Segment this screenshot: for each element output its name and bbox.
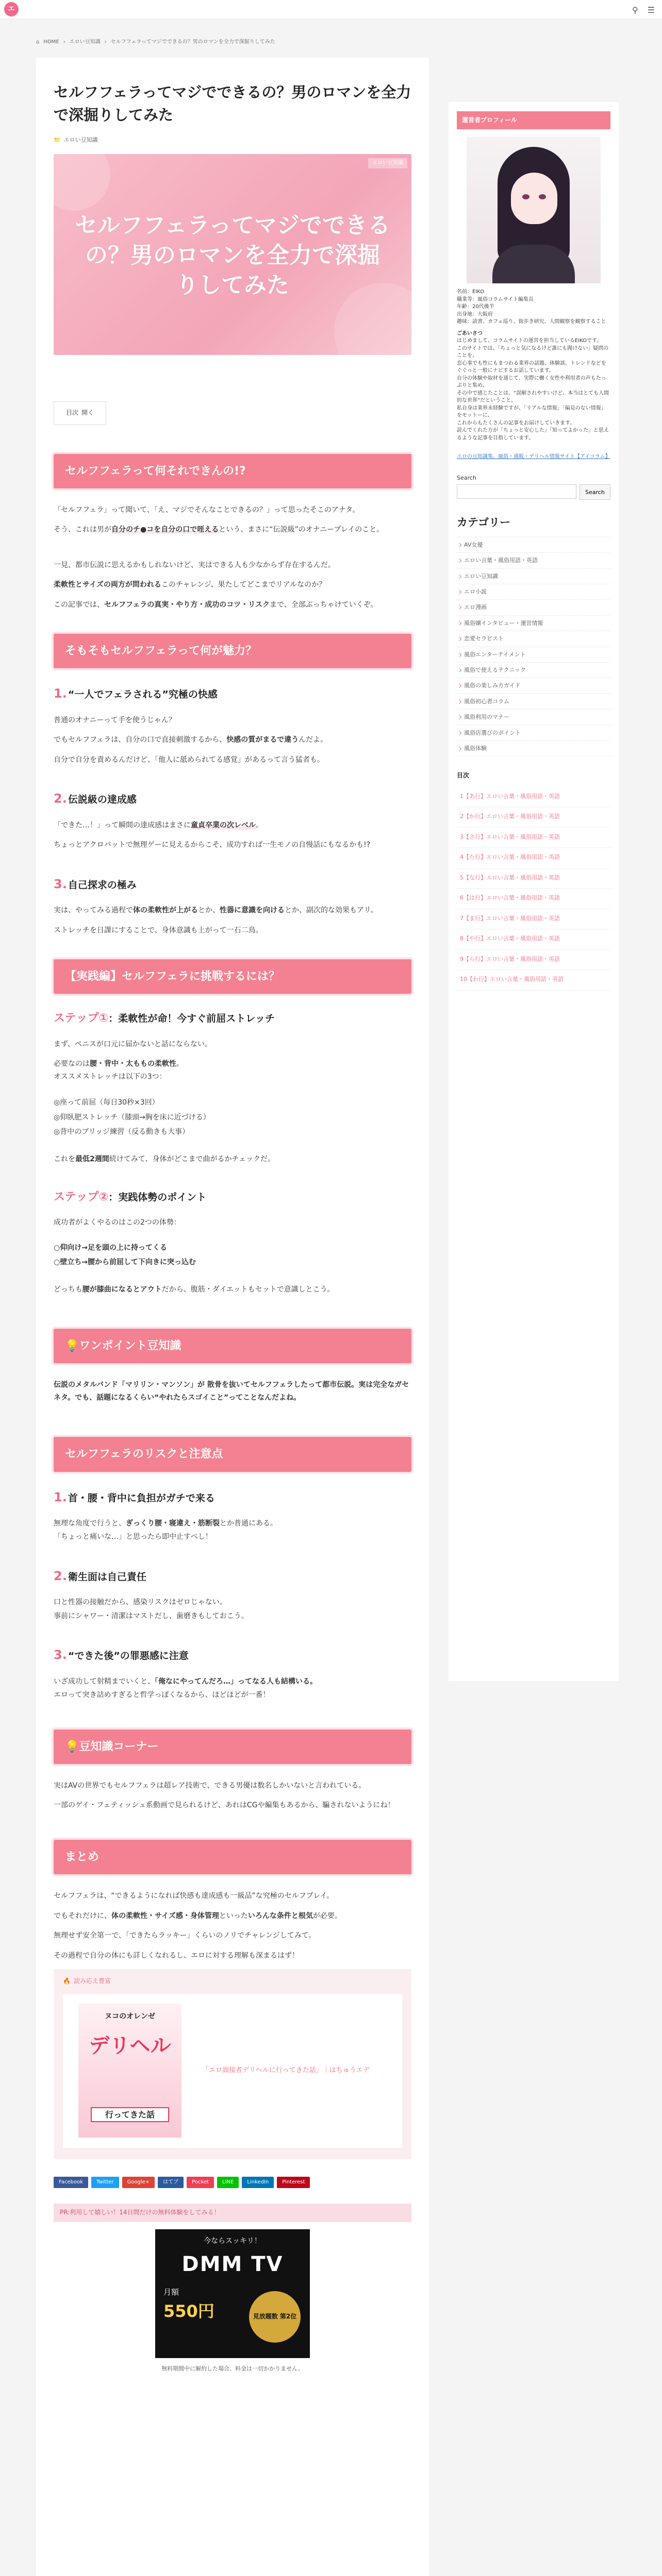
toc-label: 目次 bbox=[65, 409, 78, 416]
banner-price: 550円 bbox=[163, 2301, 214, 2321]
category-item[interactable]: 風俗体験 bbox=[457, 741, 610, 756]
paragraph: 口と性器の接触だから、感染リスクはゼロじゃない。 bbox=[54, 1598, 227, 1607]
search-widget bbox=[449, 461, 619, 500]
paragraph: 無理せず安全第一で、「できたらラッキー」くらいのノリでチャレンジしてみて。 bbox=[54, 1931, 316, 1940]
profile-row: 名前：EIKO bbox=[457, 289, 485, 295]
related-thumbnail[interactable] bbox=[78, 2004, 181, 2138]
profile-row: これからもたくさんの記事をお届けしていきます。 bbox=[457, 420, 575, 426]
thumbnail-text-main: デリヘル bbox=[89, 2034, 171, 2058]
toc-item[interactable]: 9【ら行】エロい言葉・風俗用語・英語 bbox=[457, 950, 610, 971]
banner-brand: DMM TV bbox=[181, 2252, 284, 2276]
page-title: セルフフェラってマジでできるの？男のロマンを全力で深掘りしてみた bbox=[54, 83, 411, 124]
list-item: ◎座って前屈（毎日30秒×3回） bbox=[54, 1098, 159, 1107]
paragraph: 自分で自分を責めるんだけど、「他人に舐められてる感覚」があるって言う猛者も。 bbox=[54, 755, 324, 764]
paragraph: 普通のオナニーって手を使うじゃん？ bbox=[54, 716, 176, 724]
section-heading: 💡ワンポイント豆知識 bbox=[54, 1329, 411, 1363]
section-heading: 💡豆知識コーナー bbox=[54, 1730, 411, 1764]
category-item[interactable]: 風俗の楽しみ方ガイド bbox=[457, 678, 610, 693]
paragraph: オススメストレッチは以下の3つ： bbox=[54, 1072, 167, 1081]
share-button[interactable]: Facebook bbox=[54, 2177, 88, 2188]
related-card[interactable] bbox=[63, 1994, 402, 2148]
paragraph: でもそれだけに、体の柔軟性・サイズ感・身体管理といったいろんな条件と根気が必要。 bbox=[54, 1911, 342, 1920]
hamburger-icon[interactable]: ☰ bbox=[647, 5, 655, 15]
share-button[interactable]: Pinterest bbox=[277, 2177, 310, 2188]
toc-item[interactable]: 1【あ行】エロい言葉・風俗用語・英語 bbox=[457, 787, 610, 808]
toc-item[interactable]: 3【さ行】エロい言葉・風俗用語・英語 bbox=[457, 828, 610, 849]
sidebar bbox=[449, 102, 619, 1681]
profile-row: 恋心事でも性にもまつわる業界の話題、体験談、トレンドなどをぐぐっと一般にナビするお話しています。 bbox=[457, 360, 606, 374]
subheading: 1. 首・腰・背中に負担がガチで来る bbox=[54, 1489, 215, 1504]
paragraph: 一見、都市伝説に思えるかもしれないけど、実はできる人も少なからず存在するんだ。 bbox=[54, 561, 335, 569]
section-heading: セルフフェラのリスクと注意点 bbox=[54, 1437, 411, 1471]
paragraph: でもセルフフェラは、自分の口で直接刺激するから、快感の質がまるで違うんだよ。 bbox=[54, 736, 328, 744]
paragraph: 実は、やってみる過程で体の柔軟性が上がるとか、性器に意識を向けるとか、副次的な効果もアリ。 bbox=[54, 906, 378, 915]
paragraph: セルフフェラは、“できるようになれば快感も達成感も一級品”な究極のセルフプレイ。 bbox=[54, 1892, 334, 1901]
profile-row: 私自身は業界未経験ですが、「リアルな情報」「偏見のない情報」をモットーに、 bbox=[457, 405, 606, 419]
paragraph: 柔軟性とサイズの両方が問われるこのチャレンジ、果たしてどこまでリアルなのか？ bbox=[54, 581, 326, 589]
toc-toggle[interactable] bbox=[54, 401, 106, 425]
share-button[interactable]: Twitter bbox=[91, 2177, 119, 2188]
category-item[interactable]: エロ小説 bbox=[457, 584, 610, 600]
chevron-right-icon: › bbox=[63, 39, 65, 45]
profile-text bbox=[449, 283, 619, 442]
paragraph: 「できた…！」って瞬間の達成感はまさに童貞卒業の次レベル。 bbox=[54, 821, 263, 829]
paragraph: ○壁立ち→腰から前屈して下向きに突っ込む bbox=[54, 1258, 196, 1267]
list-item: ◎背中のブリッジ練習（反る動きも大事） bbox=[54, 1128, 190, 1137]
paragraph: これを最低2週間続けてみて、身体がどこまで曲がるかチェックだ。 bbox=[54, 1155, 275, 1163]
banner-note: 無料期間中に解約した場合、料金は一切かかりません。 bbox=[161, 2365, 304, 2372]
toc-heading: 目次 bbox=[457, 772, 470, 779]
paragraph: その過程で自分の体にも詳しくなれるし、エロに対する理解も深まるはず！ bbox=[54, 1951, 299, 1960]
profile-row: 自分の体験や取材を通じて、実際に働く女性や利用者の声もたっぷりと集め、 bbox=[457, 375, 606, 389]
category-item[interactable]: 風俗店選びのポイント bbox=[457, 725, 610, 741]
subheading: ステップ①：柔軟性が命！今すぐ前屈ストレッチ bbox=[54, 1012, 275, 1025]
share-button[interactable]: はてブ bbox=[158, 2177, 184, 2188]
profile-heading: 運営者プロフィール bbox=[457, 111, 610, 129]
eyecatch-image bbox=[54, 154, 411, 355]
section-heading: そもそもセルフフェラって何が魅力？ bbox=[54, 634, 411, 668]
category-item[interactable]: 風俗で使えるテクニック bbox=[457, 663, 610, 678]
paragraph: どっちも腰が膝曲になるとアウトだから、腹筋・ダイエットもセットで意識しとこう。 bbox=[54, 1285, 335, 1294]
breadcrumb-current: セルフフェラってマジでできるの？男のロマンを全力で深掘りしてみた bbox=[110, 39, 275, 45]
breadcrumb-bar bbox=[0, 38, 662, 52]
thumbnail-text-bottom: 行ってきた話 bbox=[91, 2107, 169, 2123]
paragraph: この記事では、セルフフェラの真実・やり方・成功のコツ・リスクまで、全部ぶっちゃけていくぞ。 bbox=[54, 600, 378, 609]
profile-row: このサイトでは、「ちょっと気になるけど誰にも聞けない」疑問のことを、 bbox=[457, 345, 609, 359]
subheading: 2. 伝説級の達成感 bbox=[54, 791, 137, 806]
toc-item[interactable]: 6【は行】エロい言葉・風俗用語・英語 bbox=[457, 889, 610, 909]
toc-item[interactable]: 7【ま行】エロい言葉・風俗用語・英語 bbox=[457, 909, 610, 930]
search-icon[interactable]: ⚲ bbox=[632, 5, 638, 15]
toc-item[interactable]: 5【な行】エロい言葉・風俗用語・英語 bbox=[457, 869, 610, 889]
breadcrumb-category[interactable]: エロい豆知識 bbox=[69, 39, 101, 45]
list-item: ◎仰臥肥ストレッチ（膝頭→胸を床に近づける） bbox=[54, 1113, 210, 1122]
toc-item[interactable]: 8【や行】エロい言葉・風俗用語・英語 bbox=[457, 929, 610, 950]
share-buttons bbox=[54, 2177, 411, 2188]
profile-row: 年齢：20代後半 bbox=[457, 304, 494, 310]
share-button[interactable]: LinkedIn bbox=[242, 2177, 274, 2188]
category-item[interactable]: エロ漫画 bbox=[457, 600, 610, 615]
eyecatch-category-ribbon: エロい豆知識 bbox=[368, 158, 407, 168]
top-header bbox=[0, 0, 662, 19]
breadcrumb-home[interactable]: HOME bbox=[43, 39, 59, 45]
paragraph: いざ成功して射精までいくと、「俺なにやってんだろ…」ってなる人も結構いる。 bbox=[54, 1677, 317, 1686]
paragraph: 必要なのは腰・背中・太ももの柔軟性。 bbox=[54, 1060, 184, 1069]
toc-item[interactable]: 2【か行】エロい言葉・風俗用語・英語 bbox=[457, 807, 610, 828]
subheading: ステップ②：実践体勢のポイント bbox=[54, 1191, 207, 1204]
section-heading: 【実践編】セルフフェラに挑戦するには？ bbox=[54, 959, 411, 994]
category-list bbox=[457, 537, 610, 756]
related-title-link[interactable]: 「エロ面接者デリヘルに行ってきた話」｜はちゅうエデ bbox=[202, 2066, 370, 2074]
avatar bbox=[467, 137, 601, 283]
fire-icon: 🔥 bbox=[63, 1977, 71, 1985]
paragraph: そう、これは男が自分のチ●コを自分の口で咥えるという、まさに“伝説級”のオナニープレイのこと。 bbox=[54, 526, 384, 534]
category-item[interactable]: エロい言葉・風俗用語・英語 bbox=[457, 553, 610, 568]
search-input[interactable] bbox=[457, 484, 576, 499]
paragraph: 事前にシャワー・清潔はマストだし、歯磨きもしておこう。 bbox=[54, 1612, 249, 1620]
breadcrumb bbox=[36, 38, 275, 46]
paragraph: 一部のゲイ・フェティッシュ系動画で見られるけど、あれはCGや編集もあるから、騙されないようにね！ bbox=[54, 1801, 395, 1810]
banner-badge: 見放題数 第2位 bbox=[249, 2291, 301, 2343]
banner-price-label: 月額 bbox=[163, 2287, 179, 2297]
paragraph: まず、ペニスが口元に届かないと話にならない。 bbox=[54, 1040, 212, 1048]
paragraph: 無理な角度で行うと、ぎっくり腰・寝違え・筋断裂とか普通にある。 bbox=[54, 1519, 277, 1528]
eyecatch-decoration bbox=[54, 154, 110, 211]
toc-item[interactable]: 4【た行】エロい言葉・風俗用語・英語 bbox=[457, 848, 610, 869]
section-heading: セルフフェラって何それできんの!? bbox=[54, 454, 411, 488]
category-item[interactable]: 風俗エンターテイメント bbox=[457, 647, 610, 663]
share-button[interactable]: Google+ bbox=[122, 2177, 155, 2188]
pr-bar[interactable]: PR:利用して嬉しい！14日間だけの無料体験をしてみる！ bbox=[54, 2204, 411, 2222]
paragraph: ○仰向け→足を頭の上に持ってくる bbox=[54, 1243, 167, 1252]
profile-link[interactable]: エロの豆知識集、風俗・通販・デリヘル情報サイト【アイコラム】 bbox=[457, 454, 610, 460]
lightbulb-icon: 💡 bbox=[65, 1740, 79, 1753]
paragraph: ちょっとアクロバットで無理ゲーに見えるからこそ、成功すれば一生モノの自慢話にもなるかも!? bbox=[54, 841, 371, 850]
chevron-right-icon: › bbox=[104, 39, 107, 45]
category-item[interactable]: 恋愛セラピスト bbox=[457, 631, 610, 647]
paragraph: 「ちょっと痛いな…」と思ったら即中止すべし！ bbox=[54, 1533, 212, 1541]
lightbulb-icon: 💡 bbox=[65, 1340, 79, 1353]
search-label: Search bbox=[457, 474, 476, 481]
paragraph: 実はAVの世界でもセルフフェラは超レア技術で、できる男優は数名しかいないと言われている。 bbox=[54, 1781, 366, 1790]
share-button[interactable]: Pocket bbox=[187, 2177, 214, 2188]
subheading: 3. “できた後”の罪悪感に注意 bbox=[54, 1648, 189, 1663]
profile-row: はじめまして、コラムサイトの運営を担当しているEIKOです。 bbox=[457, 338, 602, 344]
ad-banner[interactable] bbox=[155, 2229, 310, 2358]
category-item[interactable]: 風俗初心者コラム bbox=[457, 694, 610, 709]
category-text[interactable]: エロい豆知識 bbox=[63, 137, 98, 143]
profile-row: 職業等：風俗コラムサイト編集長 bbox=[457, 296, 534, 302]
paragraph: 成功者がよくやるのはこの2つの体勢： bbox=[54, 1218, 181, 1227]
profile-row: ごあいさつ bbox=[457, 330, 483, 336]
category-item[interactable]: エロい豆知識 bbox=[457, 569, 610, 584]
thumbnail-text-top: ヌコのオレンゼ bbox=[105, 2012, 155, 2021]
profile-row: 趣味：読書、カフェ巡り、街歩き研究、人間観察を観察すること bbox=[457, 319, 606, 325]
toc-item[interactable]: 10【わ行】エロい言葉・風俗用語・英語 bbox=[457, 970, 610, 991]
banner-top: 今ならスッキリ！ bbox=[204, 2236, 261, 2245]
subheading: 3. 自己探求の極み bbox=[54, 876, 137, 891]
section-heading: まとめ bbox=[54, 1840, 411, 1874]
related-article-box bbox=[54, 1969, 411, 2159]
search-button[interactable]: Search bbox=[580, 484, 610, 500]
toc-open[interactable]: 開く bbox=[81, 409, 94, 416]
category-item[interactable]: AV女優 bbox=[457, 537, 610, 553]
category-item[interactable]: 風俗利用のマナー bbox=[457, 709, 610, 725]
related-heading: 🔥 読み応え豊富 bbox=[63, 1976, 402, 1986]
toc-list bbox=[457, 787, 610, 991]
subheading: 2. 衛生面は自己責任 bbox=[54, 1568, 146, 1583]
category-item[interactable]: 風俗嬢インタビュー・運営情報 bbox=[457, 616, 610, 631]
paragraph: エロって突き詰めすぎると哲学っぽくなるから、ほどほどが一番！ bbox=[54, 1691, 270, 1700]
paragraph: ストレッチを日課にすることで、身体意識も上がって一石二鳥。 bbox=[54, 926, 263, 935]
eyecatch-text: セルフフェラってマジでできるの？男のロマンを全力で深掘りしてみた bbox=[74, 212, 391, 298]
paragraph: 伝説のメタルバンド「マリリン・マンソン」が 散骨を抜いてセルフフェラしたって都市伝説。実は完全なガセネタ。でも、話題になるくらい“やれたらスゴイこと”ってことなんだよね。 bbox=[54, 1381, 409, 1402]
profile-row: その中で感じたことは、“誤解されやすいけど、本当はとても人間的な世界”だということ。 bbox=[457, 390, 609, 404]
share-button[interactable]: LINE bbox=[217, 2177, 239, 2188]
article-container bbox=[36, 58, 429, 2576]
home-icon: ⌂ bbox=[36, 39, 40, 45]
folder-icon: 📁 bbox=[54, 137, 61, 143]
category-heading: カテゴリー bbox=[457, 516, 511, 529]
site-logo[interactable]: エ bbox=[4, 2, 19, 16]
profile-row: 読んでくれた方が「ちょっと安心した」「知ってよかった」と思えるような記事を目指しています。 bbox=[457, 428, 609, 441]
subheading: 1. “一人でフェラされる”究極の快感 bbox=[54, 686, 218, 701]
profile-row: 出身地：大阪府 bbox=[457, 311, 493, 317]
category-label[interactable] bbox=[54, 135, 411, 145]
paragraph: 「セルフフェラ」って聞いて、「え、マジでそんなことできるの？」って思ったそこのアナタ。 bbox=[54, 505, 360, 514]
